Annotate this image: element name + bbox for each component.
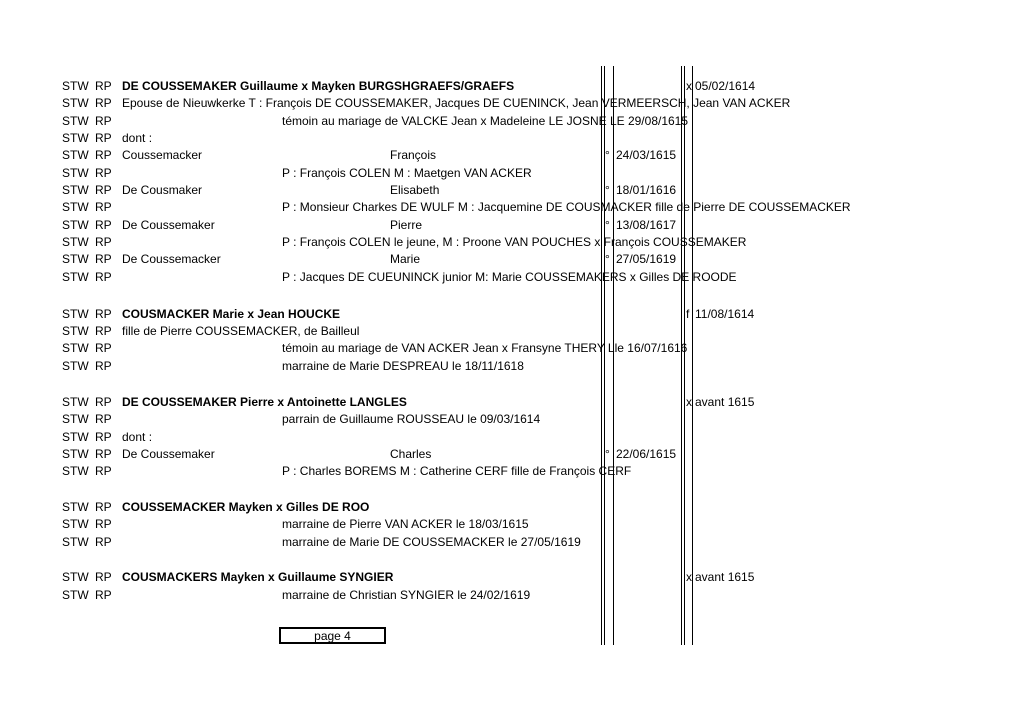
event-mark: x [686, 570, 692, 584]
record-text: dont : [122, 430, 153, 444]
register-code: RP [95, 183, 112, 197]
register-code: RP [95, 307, 112, 321]
register-code: RP [95, 517, 112, 531]
column-rule [601, 66, 602, 645]
register-code: RP [95, 588, 112, 602]
event-date: 22/06/1615 [616, 447, 677, 461]
record-detail: P : François COLEN M : Maetgen VAN ACKER [282, 166, 532, 180]
parish-code: STW [62, 235, 89, 249]
register-code: RP [95, 395, 112, 409]
given-name: Elisabeth [390, 183, 440, 197]
parish-code: STW [62, 252, 89, 266]
record-detail: marraine de Marie DESPREAU le 18/11/1618 [282, 359, 524, 373]
register-code: RP [95, 464, 112, 478]
given-name: Pierre [390, 218, 423, 232]
record-detail: marraine de Christian SYNGIER le 24/02/1619 [282, 588, 531, 602]
event-date: 27/05/1619 [616, 252, 677, 266]
register-code: RP [95, 131, 112, 145]
register-code: RP [95, 235, 112, 249]
parish-code: STW [62, 500, 89, 514]
event-mark: f [686, 307, 690, 321]
parish-code: STW [62, 148, 89, 162]
record-detail: marraine de Marie DE COUSSEMACKER le 27/05/1619 [282, 535, 581, 549]
parish-code: STW [62, 307, 89, 321]
page-number-box [279, 627, 386, 644]
record-text: dont : [122, 131, 153, 145]
couple-heading: COUSMACKERS Mayken x Guillaume SYNGIER [122, 570, 394, 584]
couple-heading: COUSMACKER Marie x Jean HOUCKE [122, 307, 341, 321]
couple-heading: DE COUSSEMAKER Guillaume x Mayken BURGSHGRAEFS/GRAEFS [122, 79, 515, 93]
event-date: 05/02/1614 [695, 79, 756, 93]
register-code: RP [95, 200, 112, 214]
parish-code: STW [62, 395, 89, 409]
event-mark: ° [605, 148, 610, 162]
record-text: De Coussemaker [122, 218, 215, 232]
parish-code: STW [62, 131, 89, 145]
column-rule [684, 66, 685, 645]
parish-code: STW [62, 447, 89, 461]
record-text: fille de Pierre COUSSEMACKER, de Bailleul [122, 324, 360, 338]
register-code: RP [95, 570, 112, 584]
record-detail: parrain de Guillaume ROUSSEAU le 09/03/1614 [282, 412, 541, 426]
register-code: RP [95, 412, 112, 426]
register-code: RP [95, 96, 112, 110]
parish-code: STW [62, 183, 89, 197]
event-mark: ° [605, 447, 610, 461]
page-number: page 4 [314, 629, 351, 643]
record-detail: P : François COLEN le jeune, M : Proone VAN POUCHES x François COUSSEMAKER [282, 235, 747, 249]
record-detail: P : Charles BOREMS M : Catherine CERF fille de François CERF [282, 464, 632, 478]
event-date: 11/08/1614 [695, 307, 755, 321]
parish-code: STW [62, 359, 89, 373]
register-code: RP [95, 270, 112, 284]
record-text: De Coussemacker [122, 252, 221, 266]
parish-code: STW [62, 324, 89, 338]
event-date: 18/01/1616 [616, 183, 677, 197]
parish-code: STW [62, 218, 89, 232]
event-mark: ° [605, 218, 610, 232]
column-rule [613, 66, 614, 645]
given-name: François [390, 148, 437, 162]
parish-code: STW [62, 96, 89, 110]
parish-code: STW [62, 270, 89, 284]
parish-code: STW [62, 114, 89, 128]
register-code: RP [95, 166, 112, 180]
parish-code: STW [62, 412, 89, 426]
register-code: RP [95, 79, 112, 93]
register-code: RP [95, 218, 112, 232]
register-code: RP [95, 447, 112, 461]
record-text: De Coussemaker [122, 447, 215, 461]
given-name: Charles [390, 447, 432, 461]
parish-code: STW [62, 570, 89, 584]
parish-code: STW [62, 517, 89, 531]
record-detail: P : Jacques DE CUEUNINCK junior M: Marie COUSSEMAKERS x Gilles DE ROODE [282, 270, 737, 284]
register-code: RP [95, 114, 112, 128]
column-rule [681, 66, 682, 645]
event-mark: ° [605, 252, 610, 266]
parish-code: STW [62, 588, 89, 602]
parish-code: STW [62, 166, 89, 180]
record-text: Epouse de Nieuwkerke T : François DE COUSSEMAKER, Jacques DE CUENINCK, Jean VERMEERSCH, Jean VAN ACKER [122, 96, 791, 110]
parish-code: STW [62, 464, 89, 478]
event-date: 13/08/1617 [616, 218, 677, 232]
record-detail: marraine de Pierre VAN ACKER le 18/03/1615 [282, 517, 529, 531]
parish-code: STW [62, 79, 89, 93]
event-mark: x [686, 395, 692, 409]
parish-code: STW [62, 200, 89, 214]
register-code: RP [95, 359, 112, 373]
event-mark: x [686, 79, 692, 93]
event-date: avant 1615 [695, 570, 755, 584]
register-code: RP [95, 324, 112, 338]
couple-heading: COUSSEMACKER Mayken x Gilles DE ROO [122, 500, 370, 514]
register-code: RP [95, 148, 112, 162]
register-code: RP [95, 430, 112, 444]
parish-code: STW [62, 535, 89, 549]
register-code: RP [95, 500, 112, 514]
event-date: avant 1615 [695, 395, 755, 409]
record-detail: témoin au mariage de VAN ACKER Jean x Fransyne THERY Lle 16/07/1616 [282, 341, 688, 355]
column-rule [692, 66, 693, 645]
record-detail: témoin au mariage de VALCKE Jean x Madeleine LE JOSNE LE 29/08/1615 [282, 114, 689, 128]
parish-code: STW [62, 341, 89, 355]
event-mark: ° [605, 183, 610, 197]
given-name: Marie [390, 252, 421, 266]
register-code: RP [95, 341, 112, 355]
record-text: Coussemacker [122, 148, 203, 162]
couple-heading: DE COUSSEMAKER Pierre x Antoinette LANGLES [122, 395, 407, 409]
record-detail: P : Monsieur Charkes DE WULF M : Jacquemine DE COUSMACKER fille de Pierre DE COUSSEMACKER [282, 200, 851, 214]
register-code: RP [95, 535, 112, 549]
register-code: RP [95, 252, 112, 266]
event-date: 24/03/1615 [616, 148, 677, 162]
record-text: De Cousmaker [122, 183, 203, 197]
parish-code: STW [62, 430, 89, 444]
